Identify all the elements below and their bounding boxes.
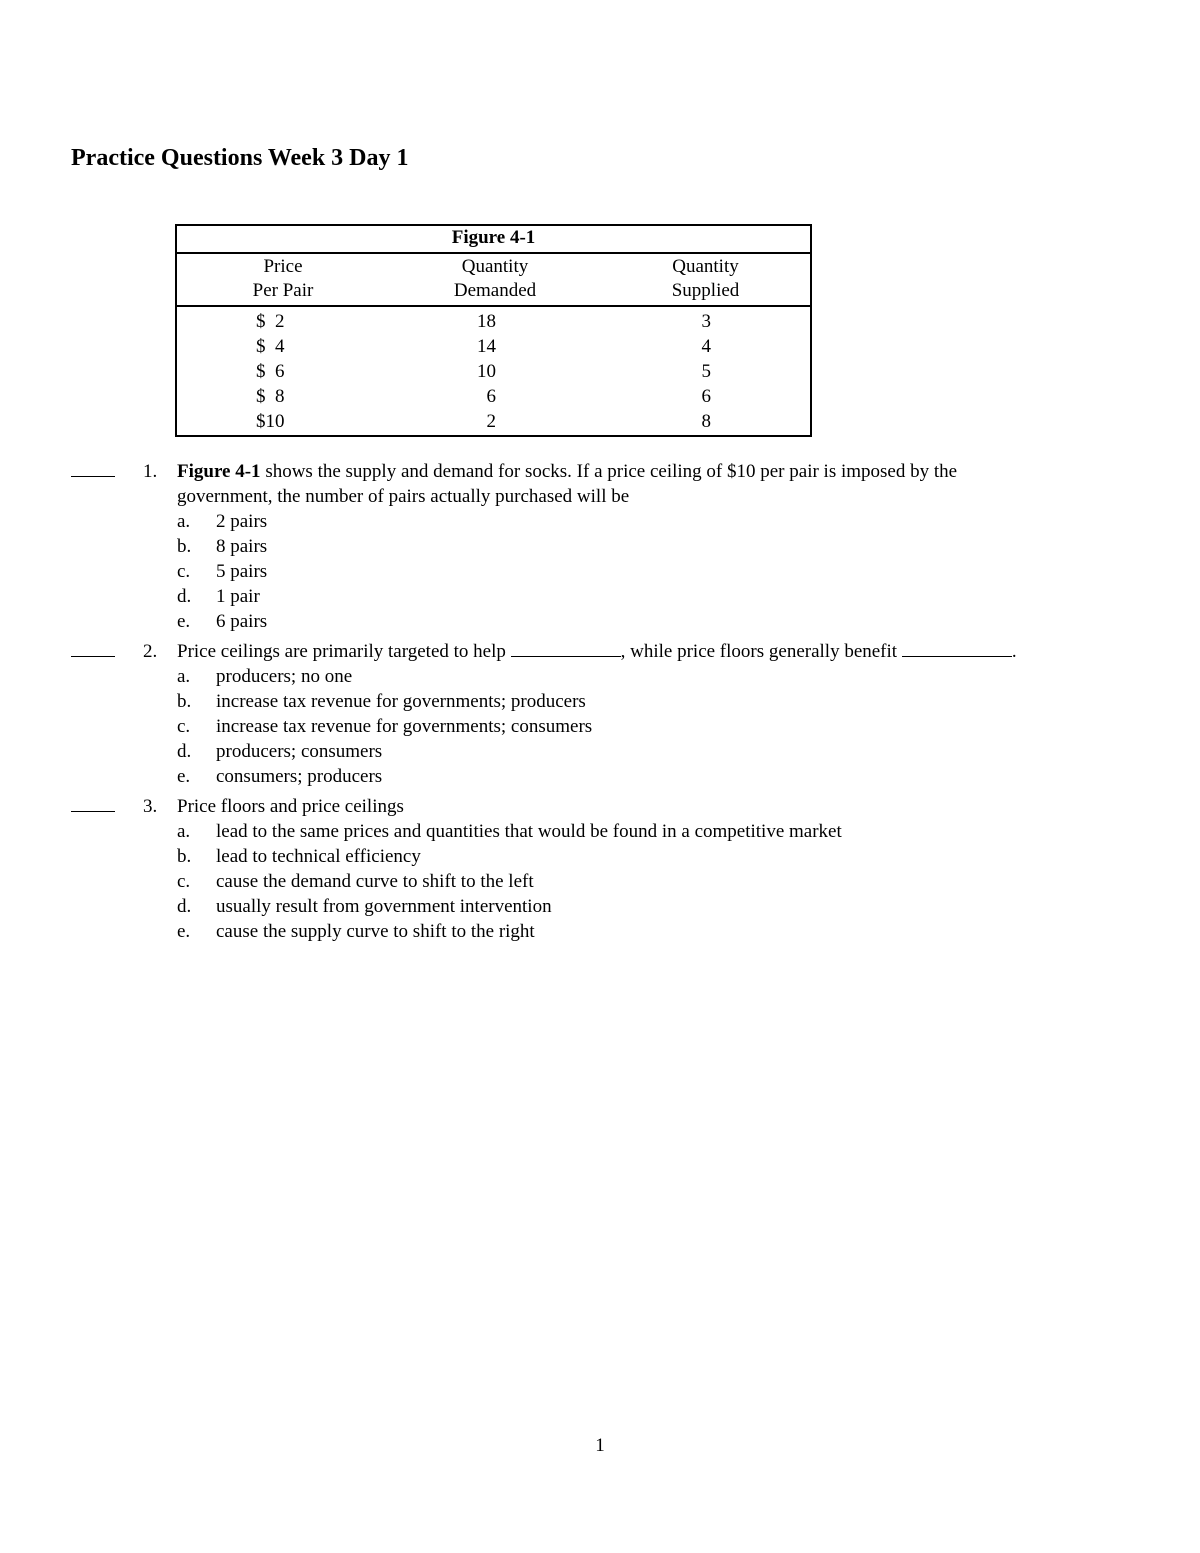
table-row xyxy=(177,409,810,434)
option-letter: a. xyxy=(177,821,191,842)
option-letter: c. xyxy=(177,716,191,737)
header-demanded-line1: Quantity xyxy=(461,256,529,277)
question-number: 2. xyxy=(143,641,158,662)
supplied-cell: 4 xyxy=(701,336,711,357)
supplied-cell: 8 xyxy=(701,411,711,432)
option-text: increase tax revenue for governments; producers xyxy=(216,691,586,712)
fill-in-blank[interactable] xyxy=(902,640,1012,657)
option-text: 8 pairs xyxy=(216,536,268,557)
option-letter: d. xyxy=(177,586,192,607)
price-cell: $10 xyxy=(256,411,285,432)
option-letter: d. xyxy=(177,896,192,917)
header-supplied-line1: Quantity xyxy=(672,256,739,277)
price-cell: $ 6 xyxy=(256,361,285,382)
option-text: lead to technical efficiency xyxy=(216,846,421,867)
figure-caption: Figure 4-1 xyxy=(177,226,810,254)
question-text-line2: government, the number of pairs actually purchased will be xyxy=(177,486,630,507)
header-quantity-demanded xyxy=(389,255,601,303)
demanded-cell: 6 xyxy=(486,386,496,407)
question-text-part: Price ceilings are primarily targeted to help xyxy=(177,641,511,662)
option-text: producers; no one xyxy=(216,666,353,687)
header-demanded-line2: Demanded xyxy=(453,280,537,301)
price-cell: $ 8 xyxy=(256,386,285,407)
question-text xyxy=(177,639,1137,664)
header-quantity-supplied xyxy=(601,255,810,303)
question-number: 1. xyxy=(143,461,158,482)
demanded-cell: 10 xyxy=(477,361,496,382)
option-text: cause the supply curve to shift to the right xyxy=(216,921,535,942)
table-row xyxy=(177,309,810,334)
option-text: 5 pairs xyxy=(216,561,268,582)
figure-reference: Figure 4-1 xyxy=(177,461,261,482)
option-letter: b. xyxy=(177,691,192,712)
question-text-part: , while price floors generally benefit xyxy=(620,641,902,662)
header-supplied-line2: Supplied xyxy=(671,280,740,301)
figure-table xyxy=(175,224,812,437)
price-cell: $ 4 xyxy=(256,336,285,357)
demanded-cell: 18 xyxy=(477,311,496,332)
table-row xyxy=(177,359,810,384)
question-text xyxy=(177,459,1077,509)
option-letter: d. xyxy=(177,741,192,762)
option-letter: c. xyxy=(177,561,191,582)
option-letter: b. xyxy=(177,536,192,557)
price-cell: $ 2 xyxy=(256,311,285,332)
option-text: 2 pairs xyxy=(216,511,268,532)
supplied-cell: 3 xyxy=(701,311,711,332)
demanded-cell: 14 xyxy=(477,336,496,357)
option-letter: a. xyxy=(177,511,191,532)
question-number: 3. xyxy=(143,796,158,817)
page-title: Practice Questions Week 3 Day 1 xyxy=(71,145,409,171)
header-price-line1: Price xyxy=(263,256,303,277)
option-letter: c. xyxy=(177,871,191,892)
demanded-cell: 2 xyxy=(486,411,496,432)
question-text-line1 xyxy=(177,459,1077,484)
page-number: 1 xyxy=(595,1435,605,1456)
table-row xyxy=(177,334,810,359)
question-text-part: shows the supply and demand for socks. If a price ceiling of $10 per pair is imposed by the xyxy=(260,461,958,482)
answer-blank[interactable] xyxy=(71,794,115,812)
option-text: lead to the same prices and quantities that would be found in a competitive market xyxy=(216,821,842,842)
supplied-cell: 5 xyxy=(701,361,711,382)
header-price-line2: Per Pair xyxy=(252,280,314,301)
option-text: cause the demand curve to shift to the left xyxy=(216,871,534,892)
table-row xyxy=(177,384,810,409)
supplied-cell: 6 xyxy=(701,386,711,407)
header-price xyxy=(177,255,389,303)
question-text-part: . xyxy=(1011,641,1017,662)
option-letter: a. xyxy=(177,666,191,687)
option-letter: e. xyxy=(177,611,191,632)
question-text: Price floors and price ceilings xyxy=(177,796,404,817)
option-letter: e. xyxy=(177,921,191,942)
option-text: 6 pairs xyxy=(216,611,268,632)
fill-in-blank[interactable] xyxy=(511,640,621,657)
option-text: usually result from government intervention xyxy=(216,896,552,917)
option-letter: e. xyxy=(177,766,191,787)
answer-blank[interactable] xyxy=(71,639,115,657)
option-text: increase tax revenue for governments; consumers xyxy=(216,716,593,737)
option-letter: b. xyxy=(177,846,192,867)
figure-body xyxy=(177,307,810,435)
option-text: producers; consumers xyxy=(216,741,383,762)
answer-blank[interactable] xyxy=(71,459,115,477)
option-text: 1 pair xyxy=(216,586,260,607)
figure-header-row xyxy=(177,254,810,307)
option-text: consumers; producers xyxy=(216,766,383,787)
